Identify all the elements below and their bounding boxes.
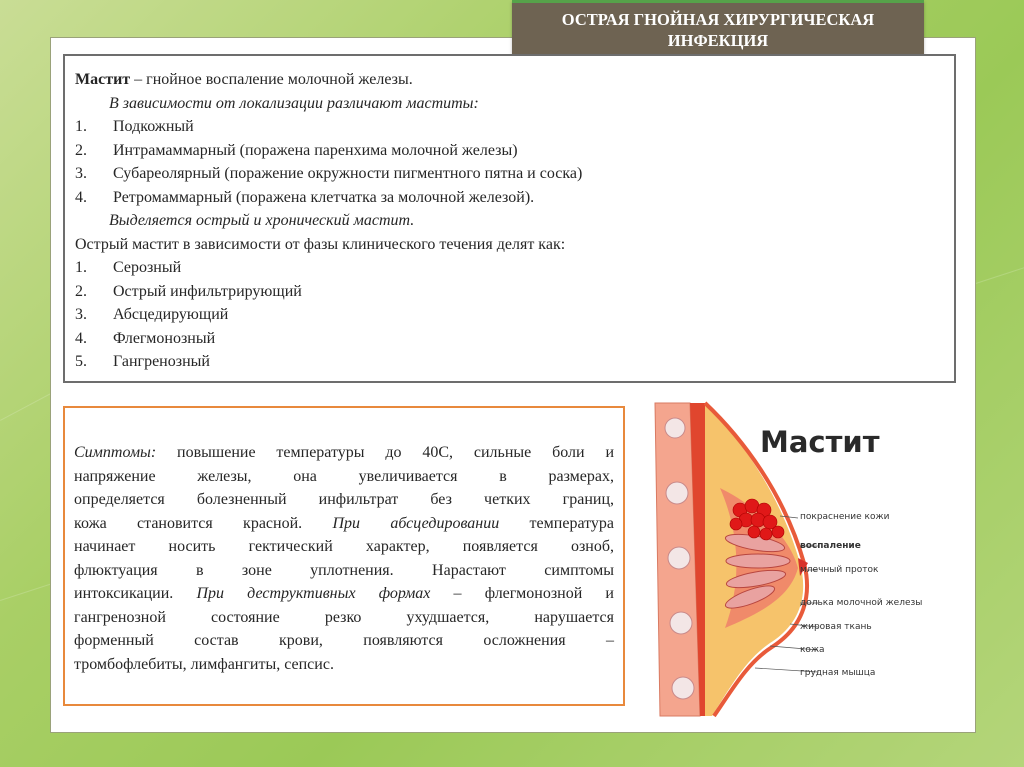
- localization-intro: В зависимости от локализации различают маститы:: [109, 94, 479, 112]
- symptoms-segment: повышение температуры до 40С, сильные боли и: [156, 444, 614, 461]
- symptoms-segment: кожа становится красной.: [74, 514, 333, 532]
- symptoms-line: [74, 488, 614, 512]
- symptoms-line: [74, 535, 614, 559]
- list-item: [75, 327, 954, 351]
- label-chest-muscle: грудная мышца: [800, 668, 876, 678]
- symptoms-segment: При деструктивных формах: [196, 585, 431, 602]
- forms-note: Выделяется острый и хронический мастит.: [109, 212, 415, 229]
- list-item-text: Серозный: [113, 259, 182, 276]
- symptoms-line: [74, 653, 614, 677]
- symptoms-line: [74, 582, 614, 606]
- slide-title: [512, 0, 924, 54]
- symptoms-segment: флюктуация в зоне уплотнения. Нарастают симптомы: [74, 561, 614, 579]
- list-item-text: Острый инфильтрирующий: [113, 282, 302, 300]
- title-line-1: ОСТРАЯ ГНОЙНАЯ ХИРУРГИЧЕСКАЯ: [561, 10, 875, 29]
- list-item-text: Гангренозный: [113, 353, 210, 370]
- symptoms-segment: – флегмонозной и: [430, 585, 614, 602]
- list-item-number: 2.: [75, 282, 87, 300]
- list-item: [75, 303, 954, 327]
- label-fat-tissue: жировая ткань: [800, 622, 872, 632]
- symptoms-segment: Симптомы:: [74, 444, 157, 461]
- definition-text: – гнойное воспаление молочной железы.: [130, 71, 413, 88]
- list-item-text: Флегмонозный: [113, 329, 216, 347]
- list-item-number: 1.: [75, 259, 87, 276]
- list-item-number: 4.: [75, 188, 87, 206]
- list-item: [75, 139, 954, 163]
- symptoms-segment: температура: [499, 514, 615, 532]
- list-item-number: 5.: [75, 353, 87, 370]
- symptoms-box: [63, 406, 625, 706]
- list-item-number: 2.: [75, 141, 87, 159]
- list-item-number: 3.: [75, 165, 87, 182]
- symptoms-text: [74, 441, 614, 676]
- list-item-text: Интрамаммарный (поражена паренхима молочной железы): [113, 141, 518, 159]
- symptoms-line: [74, 559, 614, 583]
- list-item-number: 4.: [75, 329, 87, 347]
- localization-list: [75, 115, 954, 209]
- title-line-2: ИНФЕКЦИЯ: [667, 31, 769, 50]
- list-item-number: 1.: [75, 118, 87, 135]
- definition-box: [63, 54, 956, 383]
- symptoms-segment: тромбофлебиты, лимфангиты, сепсис.: [74, 655, 334, 673]
- symptoms-segment: определяется болезненный инфильтрат без четких границ,: [74, 491, 614, 508]
- list-item: [75, 280, 954, 304]
- symptoms-segment: начинает носить гектический характер, появляется озноб,: [74, 538, 614, 555]
- symptoms-line: [74, 512, 614, 536]
- list-item-number: 3.: [75, 306, 87, 323]
- list-item-text: Ретромаммарный (поражена клетчатка за молочной железой).: [113, 188, 535, 206]
- symptoms-line: [74, 441, 614, 465]
- list-item: [75, 115, 954, 139]
- symptoms-line: [74, 465, 614, 489]
- list-item-text: Абсцедирующий: [113, 306, 229, 323]
- phases-intro: Острый мастит в зависимости от фазы клинического течения делят как:: [75, 235, 566, 253]
- label-skin-redness: покраснение кожи: [800, 512, 890, 522]
- list-item-text: Подкожный: [113, 118, 194, 135]
- symptoms-line: [74, 606, 614, 630]
- definition-line: [75, 68, 954, 92]
- list-item: [75, 350, 954, 374]
- symptoms-segment: интоксикации.: [74, 585, 197, 602]
- symptoms-segment: форменный состав крови, появляются осложнения –: [74, 632, 614, 649]
- symptoms-segment: При абсцедировании: [332, 514, 500, 532]
- term: Мастит: [75, 71, 131, 88]
- symptoms-line: [74, 629, 614, 653]
- figure-title: Мастит: [760, 425, 880, 459]
- list-item: [75, 186, 954, 210]
- list-item: [75, 162, 954, 186]
- phases-list: [75, 256, 954, 374]
- label-skin: кожа: [800, 645, 825, 655]
- symptoms-segment: напряжение железы, она увеличивается в размерах,: [74, 467, 614, 485]
- label-inflammation: воспаление: [800, 541, 861, 551]
- symptoms-segment: гангренозной состояние резко ухудшается, нарушается: [74, 608, 614, 626]
- list-item-text: Субареолярный (поражение окружности пигментного пятна и соска): [113, 165, 583, 182]
- label-milk-duct: млечный проток: [800, 565, 879, 575]
- label-lobule: долька молочной железы: [800, 598, 923, 608]
- list-item: [75, 256, 954, 280]
